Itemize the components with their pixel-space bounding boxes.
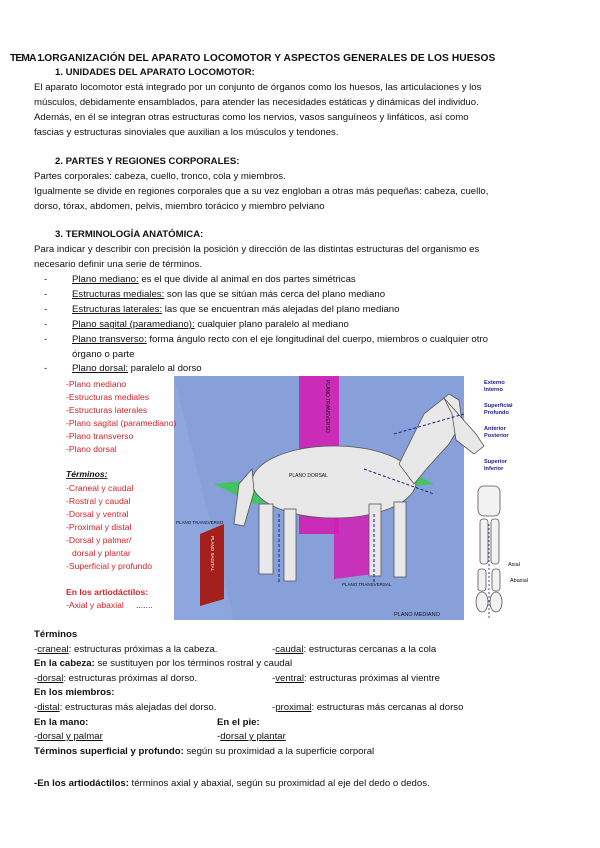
section-3-heading: 3. TERMINOLOGÍA ANATÓMICA: [55, 229, 204, 240]
document-title [10, 52, 495, 65]
term-line: -dorsal y palmar [34, 731, 103, 742]
list-item: - Estructuras laterales: las que se encuentran más alejadas del plano mediano [44, 304, 400, 315]
s2-line: dorso, tórax, abdomen, pelvis, miembro torácico y miembro pelviano [34, 201, 325, 212]
term-line [34, 777, 430, 790]
figure-terminos-item: -Dorsal y palmar/ [66, 535, 132, 545]
term-line: -caudal: estructuras cercanas a la cola [272, 644, 437, 655]
figure-artio-item: -Axial y abaxial [66, 600, 124, 610]
s3-line: necesario definir una serie de términos. [34, 259, 202, 270]
section-2-heading: 2. PARTES Y REGIONES CORPORALES: [55, 156, 240, 167]
term-def: : estructuras cercanas a la cola [303, 644, 437, 655]
figure-list-item: -Plano dorsal [66, 444, 117, 454]
figure-terminos-item: -Proximal y distal [66, 522, 132, 532]
figure-terminos-item: -Craneal y caudal [66, 483, 134, 493]
figure-terminos-item: dorsal y plantar [72, 548, 131, 558]
horse-planes-diagram [64, 374, 534, 624]
figure-artio-label: En los artiodáctilos: [66, 587, 149, 597]
dorsal-plane-label: PLANO DORSAL [289, 473, 328, 479]
direction-label: Superficial [484, 403, 513, 409]
direction-label: Externo [484, 380, 505, 386]
term-line: -dorsal y plantar [217, 731, 286, 742]
transverse-left-label: PLANO TRANSVERSO [176, 520, 224, 525]
figure-terminos-label: Términos: [66, 469, 108, 479]
hand-term: dorsal y palmar [37, 731, 103, 742]
sup-text: según su proximidad a la superficie corporal [183, 746, 375, 757]
section-1-heading: 1. UNIDADES DEL APARATO LOCOMOTOR: [55, 67, 255, 78]
direction-label: Superior [484, 459, 508, 465]
figure-list-item: -Plano mediano [66, 379, 127, 389]
s2-line: Partes corporales: cabeza, cuello, tronco, cola y miembros. [34, 171, 286, 182]
term-line: -proximal: estructuras más cercanas al dorso [272, 702, 464, 713]
s1-line: Además, en él se integran otras estructuras como los nervios, vasos sanguíneos y linfáticos, así como [34, 112, 469, 123]
term-def: : estructuras más alejadas del dorso. [59, 702, 217, 713]
s1-line: músculos, debidamente ensamblados, para atender las necesidades estáticas y dinámicas del individuo. [34, 97, 479, 108]
list-item-continuation: órgano o parte [72, 349, 135, 360]
list-item: - Plano dorsal: paralelo al dorso [44, 363, 202, 374]
term-def: : estructuras más cercanas al dorso [311, 702, 464, 713]
term-def: : estructuras próximas al vientre [304, 673, 440, 684]
list-def: es el que divide al animal en dos partes simétricas [138, 274, 356, 285]
hand-label: En la mano: [34, 717, 89, 728]
figure-artio-dots: ....... [136, 600, 153, 610]
list-item: - Estructuras mediales: son las que se sitúan más cerca del plano mediano [44, 289, 386, 300]
term-line: -ventral: estructuras próximas al vientre [272, 673, 440, 684]
term-line [34, 745, 374, 758]
figure-list-item: -Plano transverso [66, 431, 134, 441]
s1-line: fascias y estructuras sinoviales que auxilian a los músculos y tendones. [34, 127, 339, 138]
head-text: se sustituyen por los términos rostral y caudal [94, 658, 293, 669]
transverse-right-label: PLANO TRANSVERSAL [342, 582, 392, 587]
title-prefix: TEMA 1. [10, 53, 45, 64]
limbs-label: En los miembros: [34, 687, 115, 698]
direction-label: Posterior [484, 433, 509, 439]
figure-terminos-item: -Rostral y caudal [66, 496, 131, 506]
anatomy-figure [64, 374, 534, 624]
term-line: -dorsal: estructuras próximas al dorso. [34, 673, 198, 684]
figure-list-item: -Estructuras mediales [66, 392, 150, 402]
terms-label: Términos [34, 629, 78, 640]
term-craneal: craneal [37, 644, 69, 655]
list-term: Plano dorsal: [72, 363, 128, 374]
list-term: Plano transverso: [72, 334, 147, 345]
list-item: - Plano sagital (paramediano): cualquier plano paralelo al mediano [44, 319, 349, 330]
direction-label: Anterior [484, 426, 506, 432]
list-term: Estructuras mediales: [72, 289, 165, 300]
abaxial-label: Abaxial [510, 578, 529, 584]
list-term: Plano sagital (paramediano): [72, 319, 195, 330]
term-caudal: caudal [275, 644, 304, 655]
term-def: : estructuras próximas a la cabeza. [68, 644, 218, 655]
figure-terminos-item: -Superficial y profundo [66, 561, 152, 571]
list-term: Estructuras laterales: [72, 304, 163, 315]
direction-label: Interno [484, 387, 503, 393]
term-def: : estructuras próximas al dorso. [63, 673, 198, 684]
term-distal: distal [37, 702, 60, 713]
term-line [34, 657, 292, 670]
sup-label: Términos superficial y profundo: [34, 746, 184, 757]
median-plane-label: PLANO MEDIANO [394, 612, 440, 618]
artio-text: términos axial y abaxial, según su proximidad al eje del dedo o dedos. [128, 778, 430, 789]
sagital-plane-label: PLANO SAGITAL [210, 536, 215, 572]
term-line: -craneal: estructuras próximas a la cabeza. [34, 644, 218, 655]
list-def: las que se encuentran más alejadas del plano mediano [162, 304, 400, 315]
direction-label: Inferior [484, 466, 504, 472]
figure-list-item: -Estructuras laterales [66, 405, 148, 415]
s2-line: Igualmente se divide en regiones corporales que a su vez engloban a otras más pequeñas: cabeza, cuello, [34, 186, 489, 197]
list-item: - Plano transverso: forma ángulo recto con el eje longitudinal del cuerpo, miembros o cualquier otro [44, 334, 488, 345]
artio-label: -En los artiodáctilos: [34, 778, 129, 789]
s1-line: El aparato locomotor está integrado por un conjunto de órganos como los huesos, las articulaciones y los [34, 82, 482, 93]
title-text: ORGANIZACIÓN DEL APARATO LOCOMOTOR Y ASPECTOS GENERALES DE LOS HUESOS [44, 53, 496, 64]
axial-label: Axial [508, 562, 520, 568]
list-def: forma ángulo recto con el eje longitudinal del cuerpo, miembros o cualquier otro [146, 334, 488, 345]
transverse-top-label: PLANO TRANSVERSO [324, 380, 330, 433]
list-def: cualquier plano paralelo al mediano [194, 319, 349, 330]
list-term: Plano mediano: [72, 274, 139, 285]
list-def: paralelo al dorso [128, 363, 202, 374]
list-def: son las que se sitúan más cerca del plano mediano [164, 289, 386, 300]
figure-list-item: -Plano sagital (paramediano) [66, 418, 177, 428]
list-item: - Plano mediano: es el que divide al animal en dos partes simétricas [44, 274, 356, 285]
term-proximal: proximal [275, 702, 312, 713]
term-dorsal: dorsal [37, 673, 64, 684]
term-line: -distal: estructuras más alejadas del dorso. [34, 702, 217, 713]
direction-label: Profundo [484, 410, 509, 416]
foot-term: dorsal y plantar [220, 731, 286, 742]
foot-label: En el pie: [217, 717, 260, 728]
figure-terminos-item: -Dorsal y ventral [66, 509, 129, 519]
term-ventral: ventral [275, 673, 304, 684]
s3-line: Para indicar y describir con precisión la posición y dirección de las distintas estructuras del organismo es [34, 244, 480, 255]
head-label: En la cabeza: [34, 658, 95, 669]
